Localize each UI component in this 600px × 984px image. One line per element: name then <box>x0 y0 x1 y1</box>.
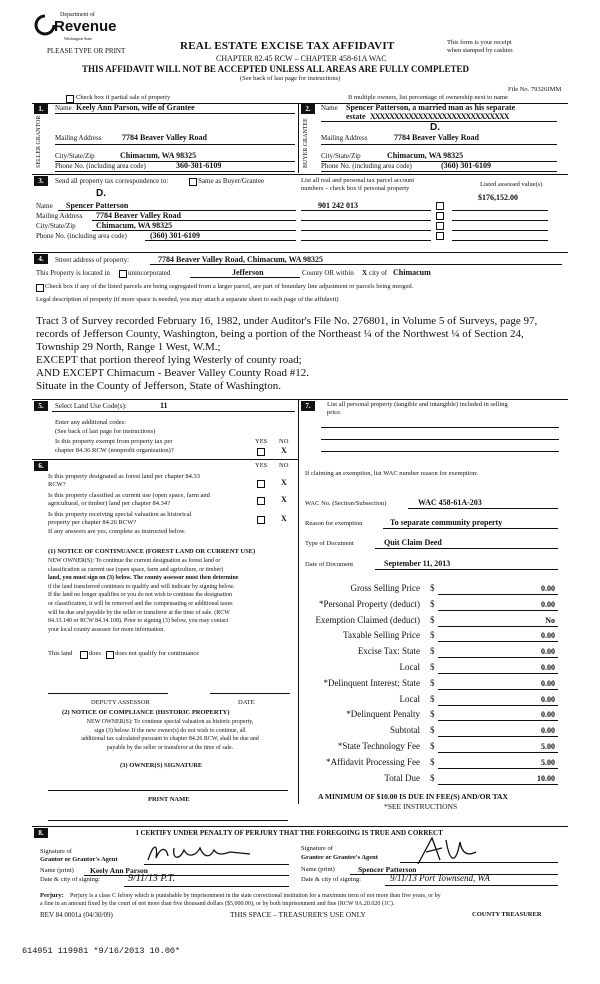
exempt-question-1: Is this property exempt from property tax per <box>55 438 173 445</box>
exemption-reason[interactable]: To separate community property <box>390 518 503 527</box>
notice1-line: NEW OWNER(S): To continue the current designation as forest land or <box>48 558 221 564</box>
section-4-number: 4. <box>34 254 48 264</box>
tax-row-value[interactable]: 0.00 <box>541 600 555 609</box>
tax-row-value[interactable]: 0.00 <box>541 631 555 640</box>
property-county[interactable]: Jefferson <box>232 268 264 277</box>
tax-row-currency: $ <box>430 615 435 625</box>
personal-property-label-2: price. <box>327 409 342 416</box>
doc-date[interactable]: September 11, 2013 <box>384 559 451 568</box>
unincorporated-label: unincorporated <box>128 269 171 277</box>
logo-dept: Department of <box>60 12 95 18</box>
tax-row-currency: $ <box>430 646 435 656</box>
county-or-label: County OR within <box>302 269 354 277</box>
tax-row-underline <box>438 641 558 642</box>
corr-city-label: City/State/Zip <box>36 222 76 230</box>
tax-row-underline <box>438 689 558 690</box>
located-in-label: This Property is located in <box>36 269 110 277</box>
notice1-body <box>48 557 238 634</box>
tax-row-underline <box>438 784 558 785</box>
legal-description <box>36 315 537 393</box>
grantor-date-label: Date & city of signing: <box>40 876 100 883</box>
certify-statement: I CERTIFY UNDER PENALTY OF PERJURY THAT THE FOREGOING IS TRUE AND CORRECT <box>136 829 443 837</box>
notice2-title: (2) NOTICE OF COMPLIANCE (HISTORIC PROPERTY) <box>62 709 230 716</box>
tax-row-label: Exemption Claimed (deduct) <box>315 615 420 625</box>
exempt-no-mark[interactable]: X <box>281 446 287 455</box>
tax-row-currency: $ <box>430 662 435 672</box>
historic-yes-checkbox[interactable] <box>257 516 265 524</box>
current-use-question-1: Is this property classified as current use (open space, farm and <box>48 492 210 499</box>
perjury-text-2: a fine in an amount fixed by the court of not more than five thousand dollars ($5,000.00), or by both imprisonment and fine (RCW 9A.20.020 (1C). <box>40 901 395 907</box>
current-use-yes-checkbox[interactable] <box>257 497 265 505</box>
land-use-label: Select Land Use Code(s): <box>55 402 127 410</box>
buyer-hand-d: D. <box>430 122 440 133</box>
correspondence-label: Send all property tax correspondence to: <box>55 177 169 185</box>
seller-name[interactable]: Keely Ann Parson, wife of Grantee <box>76 103 195 112</box>
file-number: File No. 79326JMM <box>508 86 562 93</box>
tax-row-underline <box>438 752 558 753</box>
wac-number[interactable]: WAC 458-61A-203 <box>418 498 482 507</box>
parcel-3-personal-checkbox[interactable] <box>436 222 444 230</box>
s6-yes-header: YES <box>255 462 268 469</box>
parcel-number[interactable]: 901 242 013 <box>318 201 358 210</box>
seller-mail[interactable]: 7784 Beaver Valley Road <box>122 133 207 142</box>
tax-row-value[interactable]: No <box>545 616 555 625</box>
additional-codes-label: Enter any additional codes: <box>55 419 126 426</box>
tax-row-value[interactable]: 5.00 <box>541 758 555 767</box>
grantor-signature[interactable] <box>144 840 254 866</box>
tax-row-label: Local <box>399 694 420 704</box>
buyer-phone-label: Phone No. (including area code) <box>321 162 412 170</box>
tax-row-underline <box>438 736 558 737</box>
partial-sale-label: Check box if partial sale of property <box>76 94 171 101</box>
logo-name: Revenue <box>54 18 117 35</box>
tax-row-underline <box>438 673 558 674</box>
corr-name-label: Name <box>36 202 53 210</box>
logo <box>34 10 117 42</box>
tax-row-label: Gross Selling Price <box>350 583 420 593</box>
tax-row-underline <box>438 720 558 721</box>
notice1-line: classification as current use (open space, farm and agriculture, or timber) <box>48 566 224 573</box>
buyer-side-label: BUYER GRANTEE <box>303 118 309 168</box>
revenue-logo-icon <box>34 14 56 36</box>
seller-mail-label: Mailing Address <box>55 134 102 142</box>
tax-row-currency: $ <box>430 694 435 704</box>
s6-no-header: NO <box>279 462 289 469</box>
county-treasurer-label: COUNTY TREASURER <box>472 911 542 918</box>
buyer-name-label: Name <box>321 104 338 112</box>
tax-row-value[interactable]: 5.00 <box>541 742 555 751</box>
tax-row-currency: $ <box>430 678 435 688</box>
doc-type[interactable]: Quit Claim Deed <box>384 538 442 547</box>
exempt-yes-checkbox[interactable] <box>257 448 265 456</box>
buyer-phone[interactable]: (360) 301-6109 <box>441 161 491 170</box>
segregated-label: Check box if any of the listed parcels are being segregated from a larger parcel, are part of boundary line adjustment or parcels being merged. <box>45 283 414 290</box>
assessed-value[interactable]: $176,152.00 <box>478 193 518 202</box>
minimum-fee-note: A MINIMUM OF $10.00 IS DUE IN FEE(S) AND/OR TAX <box>318 792 508 801</box>
receipt-note-1: This form is your receipt <box>447 39 512 46</box>
tax-row-currency: $ <box>430 725 435 735</box>
forest-question-1: Is this property designated as forest land per chapter 84.33 <box>48 473 200 480</box>
tax-row-underline <box>438 610 558 611</box>
parcel-1-personal-checkbox[interactable] <box>436 202 444 210</box>
section-3-number: 3. <box>34 176 48 186</box>
does-label: does <box>89 650 101 657</box>
does-checkbox[interactable] <box>80 651 88 659</box>
within-city-mark: X <box>362 269 368 277</box>
receipt-note-2: when stamped by cashier. <box>447 47 514 54</box>
warning-banner: THIS AFFIDAVIT WILL NOT BE ACCEPTED UNLESS ALL AREAS ARE FULLY COMPLETED <box>82 64 470 74</box>
logo-state: Washington State <box>64 36 93 41</box>
section-7-number: 7. <box>301 401 315 411</box>
parcel-2-personal-checkbox[interactable] <box>436 212 444 220</box>
buyer-city-label: City/State/Zip <box>321 152 361 160</box>
buyer-name-line1[interactable]: Spencer Patterson, a married man as his separate <box>346 103 516 112</box>
seller-city[interactable]: Chimacum, WA 98325 <box>120 151 197 160</box>
same-as-buyer-label: Same as Buyer/Grantee <box>198 177 265 185</box>
buyer-name-line2[interactable]: estate <box>346 112 366 121</box>
please-type: PLEASE TYPE OR PRINT <box>47 47 126 55</box>
notice1-line: land, you must sign on (3) below. The county assessor must then determine <box>48 575 239 582</box>
tax-row-value[interactable]: 0.00 <box>541 710 555 719</box>
buyer-name-strikeout: XXXXXXXXXXXXXXXXXXXXXXXXXXXXX <box>370 112 509 121</box>
reason-label: Reason for exemption <box>305 520 363 527</box>
historic-question-2: property per chapter 84.26 RCW? <box>48 519 137 526</box>
form-title: REAL ESTATE EXCISE TAX AFFIDAVIT <box>180 40 395 52</box>
tax-row-underline <box>438 594 558 595</box>
parcel-4-personal-checkbox[interactable] <box>436 232 444 240</box>
tax-row-label: Excise Tax: State <box>357 646 420 656</box>
city-of-label: city of <box>369 269 388 277</box>
land-use-see-back: (See back of last page for instructions) <box>55 428 156 435</box>
tax-row-currency: $ <box>430 630 435 640</box>
legal-line: AND EXCEPT Chimacum - Beaver Valley County Road #12. <box>36 367 310 379</box>
notice1-line: your local county assessor for more information. <box>48 626 165 633</box>
seller-phone[interactable]: 360-301-6109 <box>176 161 222 170</box>
exempt-no-header: NO <box>279 438 289 445</box>
if-yes-note: If any answers are yes, complete as instructed below. <box>48 528 186 535</box>
property-street[interactable]: 7784 Beaver Valley Road, Chimacum, WA 98325 <box>158 255 324 264</box>
corr-name[interactable]: Spencer Patterson <box>66 201 129 210</box>
grantee-date-label: Date & city of signing: <box>301 876 361 883</box>
doc-date-label: Date of Document <box>305 561 354 568</box>
notice1-line: 84.33.140 or RCW 84.34.108). Prior to signing (3) below, you may contact <box>48 618 229 625</box>
notice1-line: will be due and payable by the seller or transferor at the time of sale. (RCW <box>48 609 230 616</box>
tax-row-underline <box>438 657 558 658</box>
tax-row-label: *Affidavit Processing Fee <box>326 757 420 767</box>
legal-line: Township 29 North, Range 1 West, W.M.; <box>36 341 221 353</box>
unincorporated-checkbox[interactable] <box>119 270 127 278</box>
tax-row-value[interactable]: 10.00 <box>537 774 555 783</box>
tax-row-currency: $ <box>430 709 435 719</box>
form-revision: REV 84 0001a (04/30/09) <box>40 911 113 919</box>
notice2-line: payable by the seller or transferor at the time of sale. <box>106 744 234 751</box>
personal-property-label-1: List all personal property (tangible and intangible) included in selling <box>327 401 508 408</box>
street-label: Street address of property: <box>55 256 130 264</box>
tax-row-underline <box>438 768 558 769</box>
wac-label: WAC No. (Section/Subsection) <box>305 500 387 507</box>
current-use-no-mark[interactable]: X <box>281 495 287 504</box>
multiple-owners-label: If multiple owners, list percentage of ownership next to name <box>348 94 508 101</box>
grantor-name[interactable]: Keely Ann Parson <box>90 866 148 875</box>
doc-type-label: Type of Document <box>305 540 354 547</box>
seller-phone-label: Phone No. (including area code) <box>55 162 146 170</box>
grantee-name-label: Name (print) <box>301 866 335 873</box>
land-use-code[interactable]: 11 <box>160 401 168 410</box>
tax-row-currency: $ <box>430 599 435 609</box>
treasurer-space-label: THIS SPACE – TREASURER'S USE ONLY <box>230 910 366 919</box>
corr-phone[interactable]: (360) 301-6109 <box>150 231 200 240</box>
tax-row-value[interactable]: 0.00 <box>541 679 555 688</box>
tax-row-label: Total Due <box>384 773 420 783</box>
tax-row-label: *Delinquent Interest: State <box>323 678 420 688</box>
legal-description-label: Legal description of property (if more space is needed, you may attach a separate sheet to each page of the affidavit) <box>36 296 339 303</box>
corr-city[interactable]: Chimacum, WA 98325 <box>96 221 173 230</box>
owner-signature-label: (3) OWNER(S) SIGNATURE <box>120 762 203 769</box>
seller-city-label: City/State/Zip <box>55 152 95 160</box>
same-as-buyer-checkbox[interactable] <box>189 178 197 186</box>
tax-row-value[interactable]: 0.00 <box>541 647 555 656</box>
forest-no-mark[interactable]: X <box>281 478 287 487</box>
grantor-sig-label-1: Signature of <box>40 848 72 855</box>
grantee-sig-label-1: Signature of <box>301 845 333 852</box>
partial-sale-checkbox[interactable] <box>66 95 74 103</box>
grantee-name[interactable]: Spencer Patterson <box>358 865 417 874</box>
tax-row-label: Local <box>399 662 420 672</box>
tax-row-label: Subtotal <box>389 725 420 735</box>
deputy-assessor-label: DEPUTY ASSESSOR <box>91 699 150 706</box>
perjury-label: Perjury: <box>40 892 64 899</box>
notice1-line: if the land transferred continues to qualify and will indicate by signing below. <box>48 583 235 590</box>
treasurer-stamp: 614951 119981 *9/16/2013 10.00* <box>22 946 181 956</box>
this-land-label: This land <box>48 650 73 657</box>
tax-row-underline <box>438 705 558 706</box>
tax-row-label: *Delinquent Penalty <box>346 709 420 719</box>
parcel-label-1: List all real and personal tax parcel account <box>301 177 415 184</box>
tax-row-value[interactable]: 0.00 <box>541 663 555 672</box>
tax-row-label: *Personal Property (deduct) <box>319 599 420 609</box>
buyer-city[interactable]: Chimacum, WA 98325 <box>387 151 464 160</box>
notice1-line: or classification, it will be removed and the compensating or additional taxes <box>48 600 233 607</box>
section-2-number: 2. <box>301 104 315 114</box>
tax-row-underline <box>438 626 558 627</box>
notice2-line: NEW OWNER(S): To continue special valuation as historic property, <box>86 719 254 725</box>
legal-line: EXCEPT that portion thereof lying Westerly of county road; <box>36 354 302 366</box>
does-not-label: does not qualify for continuance <box>115 650 200 657</box>
grantor-name-label: Name (print) <box>40 867 74 874</box>
corr-mail[interactable]: 7784 Beaver Valley Road <box>96 211 181 220</box>
exempt-question-2: chapter 84.36 RCW (nonprofit organization)? <box>55 447 174 454</box>
see-instructions-note: *SEE INSTRUCTIONS <box>384 802 458 811</box>
exemption-label: If claiming an exemption, list WAC number reason for exemption: <box>305 470 478 477</box>
notice1-line: If the land no longer qualifies or you do not wish to continue the designation <box>48 592 232 599</box>
historic-question-1: Is this property receiving special valuation as historical <box>48 511 192 518</box>
section-5-number: 5. <box>34 401 48 411</box>
legal-line: Situate in the County of Jefferson, State of Washington. <box>36 380 281 392</box>
seller-side-label: SELLER GRANTOR <box>36 115 42 168</box>
segregated-checkbox[interactable] <box>36 284 44 292</box>
property-city[interactable]: Chimacum <box>393 268 431 277</box>
legal-line: Tract 3 of Survey recorded February 16, 1982, under Auditor's File No. 276801, in Volume 5 of Surveys, page 97, <box>36 315 538 327</box>
buyer-mail[interactable]: 7784 Beaver Valley Road <box>394 133 479 142</box>
exempt-yes-header: YES <box>255 438 268 445</box>
section-1-number: 1. <box>34 104 48 114</box>
notice1-title: (1) NOTICE OF CONTINUANCE (FOREST LAND OR CURRENT USE) <box>48 548 256 555</box>
tax-row-label: Taxable Selling Price <box>343 630 420 640</box>
tax-row-value[interactable]: 0.00 <box>541 726 555 735</box>
tax-row-currency: $ <box>430 757 435 767</box>
deputy-date-label: DATE <box>238 699 255 706</box>
section-6-number: 6. <box>34 461 48 471</box>
section-8-number: 8. <box>34 828 48 838</box>
current-use-question-2: agricultural, or timber) land per chapter 84.34? <box>48 500 171 507</box>
forest-question-2: RCW? <box>48 481 66 488</box>
notice2-body <box>50 718 290 752</box>
legal-line: records of Jefferson County, Washington, being a portion of the Northeast ¼ of the Northwest ¼ of Section 24, <box>36 328 524 340</box>
tax-row-value[interactable]: 0.00 <box>541 584 555 593</box>
notice2-line: sign (3) below. If the new owner(s) do not wish to continue, all <box>94 727 246 734</box>
forest-yes-checkbox[interactable] <box>257 480 265 488</box>
seller-name-label: Name <box>55 104 72 112</box>
tax-row-currency: $ <box>430 773 435 783</box>
corr-hand-d: D. <box>96 188 106 199</box>
does-not-checkbox[interactable] <box>106 651 114 659</box>
corr-phone-label: Phone No. (including area code) <box>36 232 127 240</box>
form-subtitle: CHAPTER 82.45 RCW – CHAPTER 458-61A WAC <box>216 54 387 63</box>
tax-row-value[interactable]: 0.00 <box>541 695 555 704</box>
perjury-text-1: Perjury is a class C felony which is punishable by imprisonment in the state correctional institution for a maximum term of not more than five years, or by <box>70 893 441 899</box>
grantor-date[interactable]: 9/11/13 P.T. <box>128 873 175 884</box>
grantee-sig-label-2: Grantee or Grantee's Agent <box>301 854 378 861</box>
grantor-sig-label-2: Grantor or Grantor's Agent <box>40 856 118 863</box>
tax-row-currency: $ <box>430 583 435 593</box>
see-back-note: (See back of last page for instructions) <box>240 75 341 82</box>
grantee-date[interactable]: 9/11/13 Port Townsend, WA <box>390 873 490 883</box>
notice2-line: additional tax calculated pursuant to chapter 84.26 RCW, shall be due and <box>81 736 259 743</box>
corr-mail-label: Mailing Address <box>36 212 83 220</box>
print-name-label: PRINT NAME <box>148 796 190 803</box>
historic-no-mark[interactable]: X <box>281 514 287 523</box>
buyer-mail-label: Mailing Address <box>321 134 368 142</box>
assessed-label: Listed assessed value(s) <box>480 181 543 188</box>
parcel-label-2: numbers – check box if personal property <box>301 185 410 192</box>
tax-row-label: *State Technology Fee <box>337 741 420 751</box>
tax-row-currency: $ <box>430 741 435 751</box>
